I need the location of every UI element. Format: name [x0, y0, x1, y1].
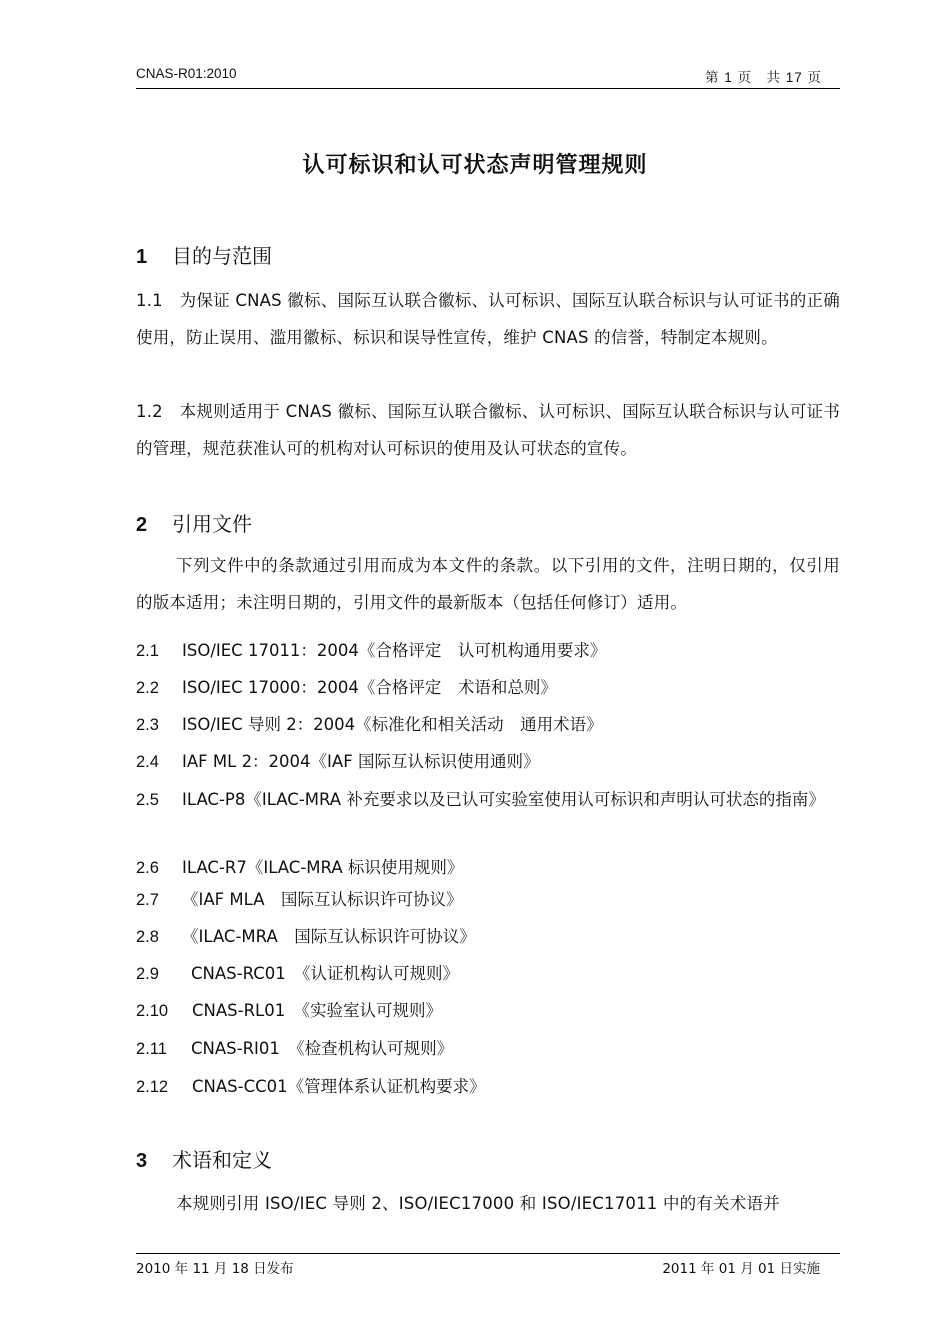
- reference-item: 2.3 ISO/IEC 导则 2：2004《标准化和相关活动 通用术语》: [136, 715, 603, 734]
- section-title: 引用文件: [172, 512, 252, 536]
- paragraph-1-1: 1.1 为保证 CNAS 徽标、国际互认联合徽标、认可标识、国际互认联合标识与认可证书的正确使用，防止误用、滥用徽标、标识和误导性宣传，维护 CNAS 的信誉，特制定本规则。: [136, 291, 840, 347]
- doc-code: CNAS-R01:2010: [136, 66, 237, 81]
- reference-item: 2.9 CNAS-RC01 《认证机构认可规则》: [136, 964, 459, 983]
- reference-item: 2.10 CNAS-RL01 《实验室认可规则》: [136, 1001, 442, 1020]
- reference-item: 2.11 CNAS-RI01 《检查机构认可规则》: [136, 1039, 454, 1058]
- paragraph-3-intro: 本规则引用 ISO/IEC 导则 2、ISO/IEC17000 和 ISO/IEC17011 中的有关术语并: [176, 1194, 780, 1213]
- issue-date: 2010 年 11 月 18 日发布: [136, 1261, 294, 1277]
- reference-item: 2.12 CNAS-CC01《管理体系认证机构要求》: [136, 1077, 486, 1096]
- paragraph-1-2: 1.2 本规则适用于 CNAS 徽标、国际互认联合徽标、认可标识、国际互认联合标识与认可证书的管理，规范获准认可的机构对认可标识的使用及认可状态的宣传。: [136, 402, 840, 458]
- section-2-heading: [136, 508, 252, 537]
- section-title: 术语和定义: [172, 1148, 272, 1172]
- reference-item: 2.8 《ILAC-MRA 国际互认标识许可协议》: [136, 927, 476, 946]
- footer-rule: [136, 1253, 840, 1254]
- section-title: 目的与范围: [172, 244, 272, 268]
- reference-item: 2.5 ILAC-P8《ILAC-MRA 补充要求以及已认可实验室使用认可标识和声明认可状态的指南》: [136, 790, 825, 809]
- page-header: [136, 66, 840, 86]
- section-number: 3: [136, 1150, 148, 1172]
- reference-item: 2.4 IAF ML 2：2004《IAF 国际互认标识使用通则》: [136, 752, 540, 771]
- reference-item: 2.1 ISO/IEC 17011：2004《合格评定 认可机构通用要求》: [136, 641, 607, 660]
- effective-date: 2011 年 01 月 01 日实施: [662, 1261, 820, 1277]
- section-number: 2: [136, 514, 148, 536]
- header-rule: [136, 88, 840, 89]
- reference-item: 2.2 ISO/IEC 17000：2004《合格评定 术语和总则》: [136, 678, 557, 697]
- page-info: 第 1 页 共 17 页: [704, 70, 822, 85]
- reference-item: 2.6 ILAC-R7《ILAC-MRA 标识使用规则》: [136, 858, 464, 877]
- reference-item: 2.7 《IAF MLA 国际互认标识许可协议》: [136, 890, 463, 909]
- section-number: 1: [136, 246, 148, 268]
- paragraph-2-intro: 下列文件中的条款通过引用而成为本文件的条款。以下引用的文件，注明日期的，仅引用的版本适用；未注明日期的，引用文件的最新版本（包括任何修订）适用。: [136, 556, 840, 612]
- document-title: 认可标识和认可状态声明管理规则: [302, 153, 648, 178]
- section-3-heading: [136, 1144, 272, 1173]
- section-1-heading: [136, 240, 272, 269]
